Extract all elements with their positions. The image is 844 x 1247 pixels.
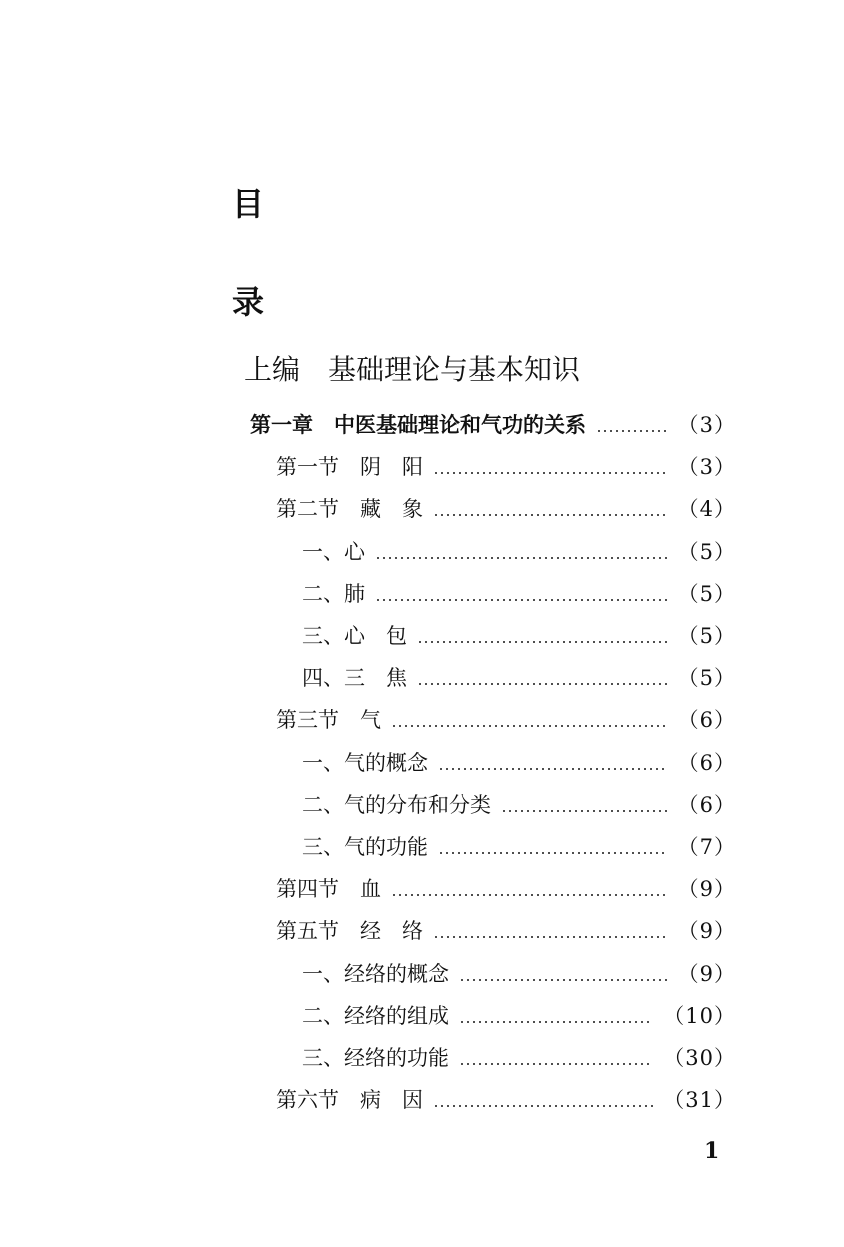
page-number: 1	[704, 1138, 720, 1164]
toc-entry	[276, 874, 736, 904]
toc-entry-page: （10）	[663, 1003, 736, 1028]
toc-entry-label: 三、经络的功能	[302, 1045, 449, 1070]
toc-entry-page: （5）	[677, 623, 736, 648]
toc-entry-page: （5）	[677, 665, 736, 690]
part-title	[244, 353, 581, 386]
toc-dot-leader	[596, 430, 668, 432]
toc-entry-page: （6）	[677, 707, 736, 732]
toc-entry	[250, 410, 736, 440]
toc-entry-label: 第一节 阴 阳	[276, 454, 423, 479]
toc-dot-leader	[433, 514, 668, 516]
toc-entry	[302, 579, 736, 609]
toc-entry-label: 二、经络的组成	[302, 1003, 449, 1028]
part-label: 上编	[244, 353, 301, 386]
toc-dot-leader	[501, 810, 668, 812]
toc-entry-label: 三、心 包	[302, 623, 407, 648]
toc-entry-page: （3）	[677, 412, 736, 437]
toc-entry-label: 第六节 病 因	[276, 1087, 423, 1112]
heading-char-mu: 目	[232, 185, 265, 223]
toc-entry-page: （4）	[677, 496, 736, 521]
toc-entry-label: 第二节 藏 象	[276, 496, 423, 521]
toc-entry	[302, 832, 736, 862]
toc-entry-label: 第五节 经 络	[276, 918, 423, 943]
toc-entry	[302, 959, 736, 989]
toc-entry-page: （9）	[677, 961, 736, 986]
toc-entry	[302, 790, 736, 820]
part-name: 基础理论与基本知识	[328, 353, 581, 386]
toc-entry-page: （6）	[677, 792, 736, 817]
toc-dot-leader	[391, 725, 668, 727]
toc-dot-leader	[459, 979, 668, 981]
toc-dot-leader	[433, 472, 668, 474]
heading-char-lu: 录	[232, 283, 265, 321]
toc-entry-page: （9）	[677, 876, 736, 901]
toc-dot-leader	[417, 683, 668, 685]
toc-entry-label: 一、经络的概念	[302, 961, 449, 986]
toc-entry-label: 一、气的概念	[302, 750, 428, 775]
toc-dot-leader	[417, 641, 668, 643]
toc-entry-label: 二、肺	[302, 581, 365, 606]
toc-dot-leader	[438, 852, 668, 854]
toc-dot-leader	[375, 557, 668, 559]
toc-dot-leader	[433, 936, 668, 938]
toc-entry	[302, 1001, 736, 1031]
toc-entry	[276, 705, 736, 735]
toc-entry-label: 二、气的分布和分类	[302, 792, 491, 817]
toc-dot-leader	[433, 1105, 653, 1107]
toc-entry-label: 三、气的功能	[302, 834, 428, 859]
toc-entry-page: （5）	[677, 581, 736, 606]
toc-entry-label: 第三节 气	[276, 707, 381, 732]
toc-entry-label: 四、三 焦	[302, 665, 407, 690]
toc-dot-leader	[459, 1063, 653, 1065]
toc-entry-page: （31）	[663, 1087, 736, 1112]
toc-entry-label: 第四节 血	[276, 876, 381, 901]
toc-dot-leader	[391, 894, 668, 896]
toc-entry	[302, 748, 736, 778]
toc-entry	[302, 621, 736, 651]
toc-dot-leader	[375, 599, 668, 601]
toc-entry-page: （30）	[663, 1045, 736, 1070]
toc-entry	[276, 1085, 736, 1115]
toc-entry-page: （7）	[677, 834, 736, 859]
toc-entry-label: 第一章 中医基础理论和气功的关系	[250, 412, 586, 437]
toc-entry	[302, 537, 736, 567]
toc-entry	[302, 1043, 736, 1073]
toc-entry-label: 一、心	[302, 539, 365, 564]
toc-entry	[302, 663, 736, 693]
toc-entry-page: （6）	[677, 750, 736, 775]
toc-entry-page: （9）	[677, 918, 736, 943]
toc-dot-leader	[459, 1021, 653, 1023]
toc-entry	[276, 494, 736, 524]
toc-entry-page: （3）	[677, 454, 736, 479]
toc-entry	[276, 452, 736, 482]
toc-entry	[276, 916, 736, 946]
toc-dot-leader	[438, 768, 668, 770]
toc-entry-page: （5）	[677, 539, 736, 564]
